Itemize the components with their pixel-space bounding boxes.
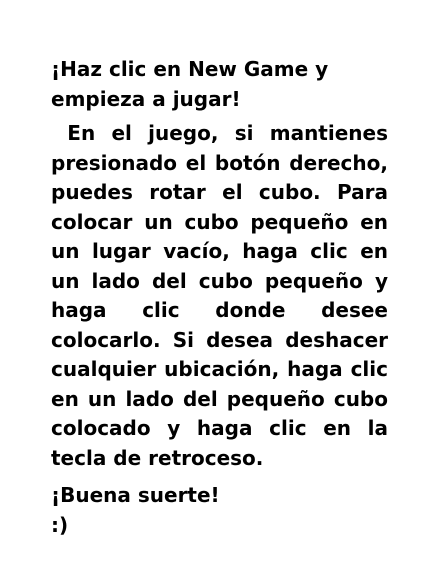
- instructions-body: En el juego, si mantienes presionado el botón derecho, puedes rotar el cubo. Para colocar un cubo pequeño en un lugar vacío, haga clic en un lado del cubo pequeño y haga clic donde desee colocarlo. Si desea deshacer cualquier ubicación, haga clic en un lado del pequeño cubo colocado y haga clic en la tecla de retroceso.: [51, 121, 395, 470]
- good-luck-text: ¡Buena suerte!: [51, 483, 220, 507]
- instructions-panel: [51, 55, 395, 540]
- smiley-text: :): [51, 512, 69, 537]
- intro-text: ¡Haz clic en New Game y empieza a jugar!: [51, 57, 329, 111]
